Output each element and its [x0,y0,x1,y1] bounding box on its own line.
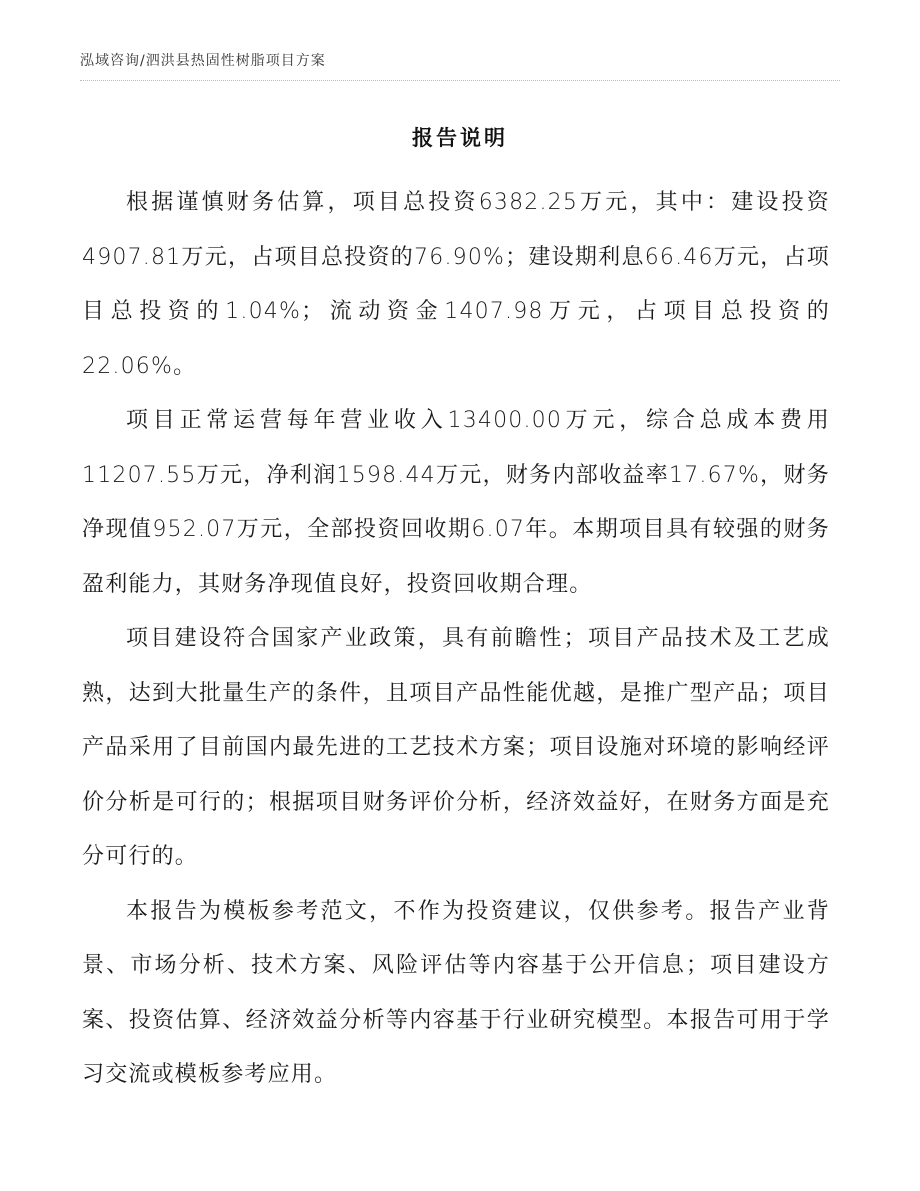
paragraph-feasibility: 项目建设符合国家产业政策，具有前瞻性；项目产品技术及工艺成熟，达到大批量生产的条件，且项目产品性能优越，是推广型产品；项目产品采用了目前国内最先进的工艺技术方案；项目设施对环境的影响经评价分析是可行的；根据项目财务评价分析，经济效益好，在财务方面是充分可行的。 [82,626,830,869]
paragraph-investment: 根据谨慎财务估算，项目总投资6382.25万元，其中：建设投资4907.81万元，占项目总投资的76.90%；建设期利息66.46万元，占项目总投资的1.04%；流动资金1407.98万元，占项目总投资的22.06%。 [82,190,830,379]
page-title: 报告说明 [412,126,508,150]
paragraph-financials: 项目正常运营每年营业收入13400.00万元，综合总成本费用11207.55万元，净利润1598.44万元，财务内部收益率17.67%，财务净现值952.07万元，全部投资回收期6.07年。本期项目具有较强的财务盈利能力，其财务净现值良好，投资回收期合理。 [82,408,830,597]
page-header: 泓域咨询/泗洪县热固性树脂项目方案 [80,50,840,81]
paragraph-disclaimer: 本报告为模板参考范文，不作为投资建议，仅供参考。报告产业背景、市场分析、技术方案、风险评估等内容基于公开信息；项目建设方案、投资估算、经济效益分析等内容基于行业研究模型。本报告可用于学习交流或模板参考应用。 [82,898,830,1087]
report-body [82,176,830,1103]
